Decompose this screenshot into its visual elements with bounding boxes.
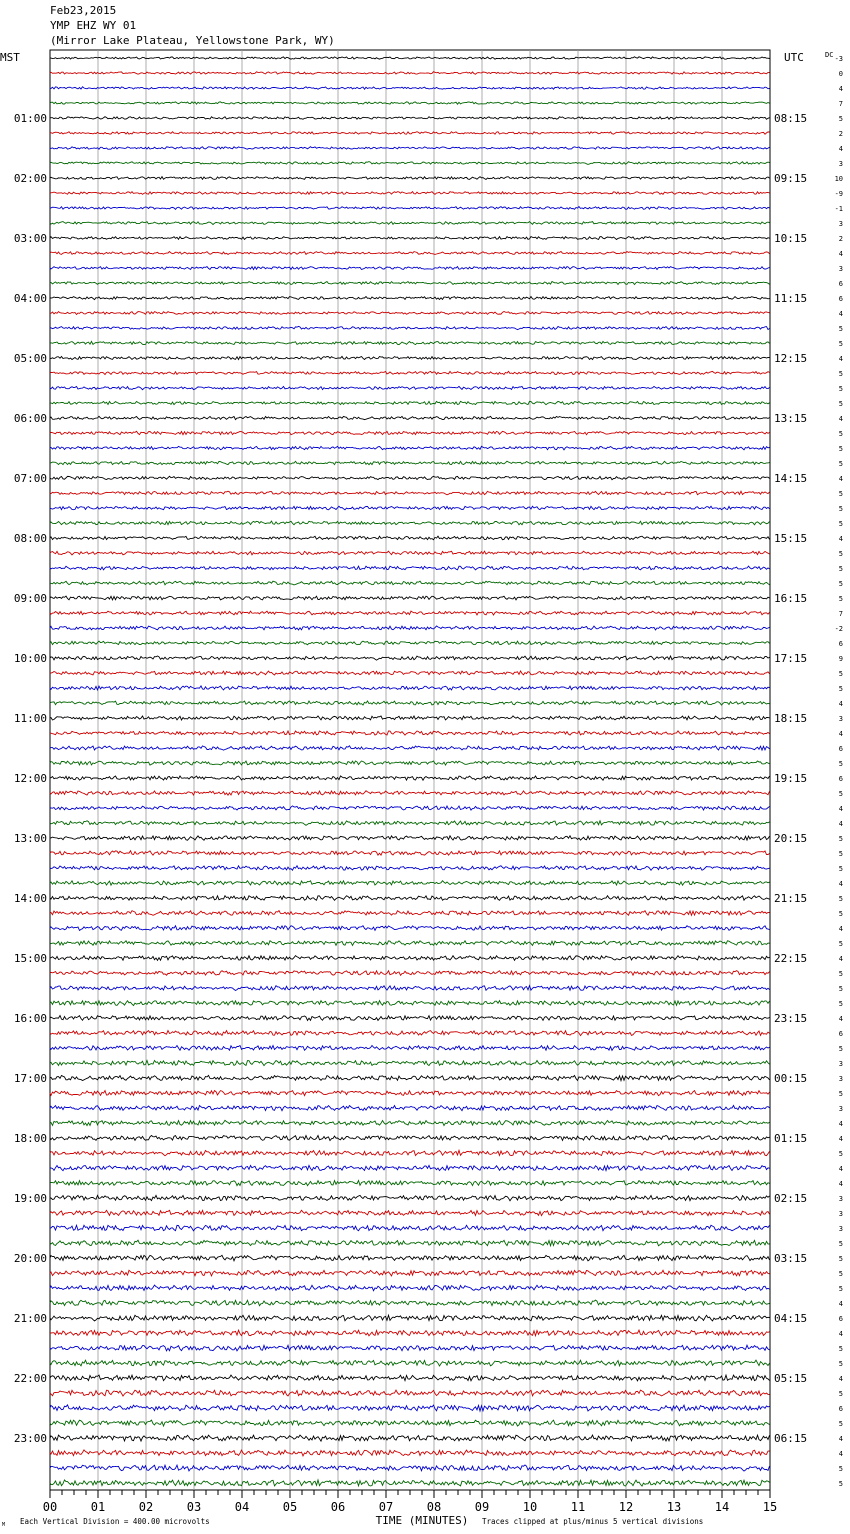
seismic-trace [50, 1465, 770, 1471]
dc-offset-value: 2 [838, 235, 843, 243]
seismic-trace [50, 1390, 770, 1396]
hour-label-left: 19:00 [13, 1192, 47, 1205]
dc-offset-value: 5 [838, 835, 843, 843]
hour-label-right: 16:15 [774, 592, 808, 605]
hour-label-right: 21:15 [774, 892, 808, 905]
seismic-trace [50, 941, 770, 946]
clip-note: Traces clipped at plus/minus 5 vertical divisions [482, 1517, 704, 1526]
seismic-trace [50, 821, 770, 826]
dc-offset-value: 5 [838, 1420, 843, 1428]
seismic-trace [50, 431, 770, 434]
dc-offset-value: -3 [834, 55, 843, 63]
dc-offset-value: 6 [838, 280, 843, 288]
seismic-trace [50, 896, 770, 901]
seismic-trace [50, 1450, 770, 1456]
dc-offset-value: 4 [838, 805, 843, 813]
dc-offset-value: 4 [838, 1165, 843, 1173]
dc-offset-value: 4 [838, 1135, 843, 1143]
seismic-trace [50, 1150, 770, 1155]
seismic-trace [50, 506, 770, 510]
dc-offset-value: 3 [838, 1060, 843, 1068]
dc-offset-value: 5 [838, 580, 843, 588]
x-tick-label: 01 [90, 1500, 106, 1514]
seismic-trace [50, 1181, 770, 1186]
seismic-trace [50, 761, 770, 765]
x-tick-label: 05 [282, 1500, 298, 1514]
dc-offset-value: 4 [838, 1015, 843, 1023]
seismic-trace [50, 1480, 770, 1486]
hour-label-right: 01:15 [774, 1132, 808, 1145]
x-tick-label: 11 [570, 1500, 586, 1514]
seismic-trace [50, 147, 770, 150]
seismic-trace [50, 1285, 770, 1291]
seismic-trace [50, 72, 770, 75]
dc-offset-value: 5 [838, 1360, 843, 1368]
seismic-trace [50, 102, 770, 104]
dc-offset-value: 4 [838, 415, 843, 423]
dc-offset-value: 4 [838, 1330, 843, 1338]
dc-offset-value: 4 [838, 145, 843, 153]
hour-label-left: 08:00 [13, 532, 47, 545]
hour-label-left: 04:00 [13, 292, 47, 305]
seismic-trace [50, 476, 770, 479]
dc-offset-value: 3 [838, 715, 843, 723]
seismic-trace [50, 866, 770, 871]
dc-offset-value: 5 [838, 1270, 843, 1278]
dc-offset-value: 5 [838, 1390, 843, 1398]
seismic-trace [50, 222, 770, 225]
seismic-trace [50, 282, 770, 285]
dc-offset-value: 5 [838, 1285, 843, 1293]
dc-offset-value: 4 [838, 1375, 843, 1383]
dc-offset-value: 4 [838, 250, 843, 258]
seismic-trace [50, 1061, 770, 1066]
dc-offset-value: 4 [838, 820, 843, 828]
hour-label-left: 17:00 [13, 1072, 47, 1085]
x-tick-label: 14 [714, 1500, 730, 1514]
seismic-trace [50, 1330, 770, 1336]
seismic-trace [50, 1360, 770, 1366]
hour-label-left: 14:00 [13, 892, 47, 905]
seismic-trace [50, 551, 770, 555]
seismic-trace [50, 1031, 770, 1036]
dc-offset-value: 5 [838, 1345, 843, 1353]
seismic-trace [50, 1300, 770, 1306]
hour-label-left: 16:00 [13, 1012, 47, 1025]
seismic-trace [50, 371, 770, 374]
hour-label-right: 02:15 [774, 1192, 808, 1205]
seismic-trace [50, 1001, 770, 1006]
seismic-trace [50, 461, 770, 465]
dc-offset-value: 5 [838, 595, 843, 603]
station-label: YMP EHZ WY 01 [50, 19, 137, 32]
dc-offset-value: 2 [838, 130, 843, 138]
hour-label-left: 03:00 [13, 232, 47, 245]
dc-offset-value: 5 [838, 760, 843, 768]
dc-offset-value: 3 [838, 1225, 843, 1233]
dc-offset-value: 5 [838, 430, 843, 438]
dc-offset-value: 4 [838, 355, 843, 363]
seismic-trace [50, 686, 770, 690]
seismic-trace [50, 312, 770, 315]
dc-offset-value: 5 [838, 970, 843, 978]
seismic-trace [50, 536, 770, 540]
dc-offset-value: 3 [838, 1075, 843, 1083]
x-tick-label: 02 [138, 1500, 154, 1514]
hour-label-right: 14:15 [774, 472, 808, 485]
seismic-trace [50, 1240, 770, 1246]
dc-offset-value: 5 [838, 385, 843, 393]
hour-label-left: 09:00 [13, 592, 47, 605]
seismic-trace [50, 566, 770, 570]
seismic-trace [50, 716, 770, 720]
dc-offset-value: 4 [838, 1300, 843, 1308]
seismic-trace [50, 626, 770, 630]
hour-label-right: 00:15 [774, 1072, 808, 1085]
dc-header-label: DC [825, 51, 834, 59]
hour-label-right: 10:15 [774, 232, 808, 245]
seismic-trace [50, 671, 770, 675]
seismic-trace [50, 296, 770, 299]
seismic-trace [50, 326, 770, 329]
scale-note: Each Vertical Division = 400.00 microvolts [20, 1517, 210, 1526]
seismic-trace [50, 1165, 770, 1170]
seismic-trace [50, 356, 770, 359]
seismic-trace [50, 132, 770, 135]
seismic-trace [50, 1075, 770, 1080]
dc-offset-value: 3 [838, 1210, 843, 1218]
seismic-trace [50, 192, 770, 195]
seismic-trace [50, 162, 770, 165]
x-tick-label: 12 [618, 1500, 634, 1514]
dc-offset-value: 5 [838, 1090, 843, 1098]
hour-label-right: 11:15 [774, 292, 808, 305]
hour-label-left: 13:00 [13, 832, 47, 845]
dc-offset-value: 5 [838, 865, 843, 873]
dc-offset-value: 5 [838, 670, 843, 678]
dc-offset-value: 4 [838, 1180, 843, 1188]
dc-offset-value: 3 [838, 1105, 843, 1113]
seismic-trace [50, 1046, 770, 1051]
seismic-trace [50, 911, 770, 916]
dc-offset-value: 4 [838, 1450, 843, 1458]
x-tick-label: 04 [234, 1500, 250, 1514]
dc-offset-value: 5 [838, 940, 843, 948]
hour-label-right: 12:15 [774, 352, 808, 365]
dc-offset-value: 5 [838, 325, 843, 333]
hour-label-right: 04:15 [774, 1312, 808, 1325]
dc-offset-value: -1 [834, 205, 843, 213]
hour-label-right: 08:15 [774, 112, 808, 125]
dc-offset-value: 5 [838, 400, 843, 408]
dc-offset-value: 5 [838, 1045, 843, 1053]
seismic-trace [50, 401, 770, 404]
seismic-trace [50, 986, 770, 991]
dc-offset-value: 5 [838, 1465, 843, 1473]
hour-label-right: 17:15 [774, 652, 808, 665]
dc-offset-value: 3 [838, 265, 843, 273]
seismic-trace [50, 611, 770, 615]
dc-offset-value: 3 [838, 1195, 843, 1203]
seismic-trace [50, 1210, 770, 1215]
dc-offset-value: 5 [838, 520, 843, 528]
dc-offset-value: 7 [838, 100, 843, 108]
dc-offset-value: 4 [838, 925, 843, 933]
seismic-trace [50, 581, 770, 585]
x-tick-label: 09 [474, 1500, 490, 1514]
corner-mark: M [2, 1522, 6, 1528]
hour-label-right: 09:15 [774, 172, 808, 185]
hour-label-right: 06:15 [774, 1432, 808, 1445]
seismic-trace [50, 956, 770, 961]
dc-offset-value: 9 [838, 655, 843, 663]
dc-offset-value: 4 [838, 700, 843, 708]
seismic-trace [50, 87, 770, 89]
x-tick-label: 00 [42, 1500, 58, 1514]
hour-label-left: 01:00 [13, 112, 47, 125]
dc-offset-value: 5 [838, 505, 843, 513]
hour-label-right: 18:15 [774, 712, 808, 725]
seismic-trace [50, 1091, 770, 1096]
seismic-trace [50, 117, 770, 120]
seismic-trace [50, 1405, 770, 1411]
dc-offset-value: 4 [838, 955, 843, 963]
seismic-trace [50, 416, 770, 419]
dc-offset-value: 6 [838, 745, 843, 753]
dc-offset-value: 5 [838, 685, 843, 693]
dc-offset-value: 5 [838, 1000, 843, 1008]
seismic-trace [50, 701, 770, 705]
hour-label-left: 07:00 [13, 472, 47, 485]
seismic-trace [50, 1106, 770, 1111]
dc-offset-value: -2 [834, 625, 843, 633]
seismic-trace [50, 1375, 770, 1381]
seismic-trace [50, 491, 770, 495]
dc-offset-value: 4 [838, 310, 843, 318]
dc-offset-value: 4 [838, 535, 843, 543]
hour-label-right: 05:15 [774, 1372, 808, 1385]
hour-label-right: 22:15 [774, 952, 808, 965]
x-tick-label: 03 [186, 1500, 202, 1514]
seismic-trace [50, 57, 770, 59]
hour-label-left: 02:00 [13, 172, 47, 185]
hour-label-left: 22:00 [13, 1372, 47, 1385]
seismic-trace [50, 1225, 770, 1231]
hour-label-left: 21:00 [13, 1312, 47, 1325]
hour-label-right: 15:15 [774, 532, 808, 545]
dc-offset-value: 7 [838, 610, 843, 618]
seismic-trace [50, 1435, 770, 1441]
hour-label-left: 06:00 [13, 412, 47, 425]
seismic-trace [50, 341, 770, 344]
dc-offset-value: 5 [838, 370, 843, 378]
dc-offset-value: -9 [834, 190, 843, 198]
hour-label-left: 20:00 [13, 1252, 47, 1265]
seismic-trace [50, 1345, 770, 1351]
seismic-trace [50, 656, 770, 660]
dc-offset-value: 5 [838, 550, 843, 558]
seismic-trace [50, 926, 770, 931]
dc-offset-value: 4 [838, 730, 843, 738]
seismic-trace [50, 267, 770, 270]
dc-offset-value: 3 [838, 160, 843, 168]
hour-label-left: 12:00 [13, 772, 47, 785]
seismic-trace [50, 521, 770, 525]
hour-label-left: 10:00 [13, 652, 47, 665]
seismic-trace [50, 776, 770, 780]
seismic-trace [50, 851, 770, 856]
seismic-trace [50, 731, 770, 735]
seismic-trace [50, 836, 770, 840]
dc-offset-value: 4 [838, 1120, 843, 1128]
dc-offset-value: 5 [838, 1150, 843, 1158]
x-tick-label: 08 [426, 1500, 442, 1514]
dc-offset-value: 6 [838, 1315, 843, 1323]
seismic-trace [50, 1120, 770, 1125]
hour-label-left: 18:00 [13, 1132, 47, 1145]
dc-offset-value: 5 [838, 460, 843, 468]
x-tick-label: 13 [666, 1500, 682, 1514]
seismic-trace [50, 791, 770, 795]
seismic-trace [50, 386, 770, 389]
dc-offset-value: 5 [838, 850, 843, 858]
hour-label-left: 11:00 [13, 712, 47, 725]
dc-offset-value: 5 [838, 895, 843, 903]
hour-label-right: 03:15 [774, 1252, 808, 1265]
dc-offset-value: 3 [838, 220, 843, 228]
seismic-trace [50, 806, 770, 810]
dc-offset-value: 4 [838, 1435, 843, 1443]
seismic-trace [50, 207, 770, 210]
dc-offset-value: 6 [838, 640, 843, 648]
dc-offset-value: 4 [838, 475, 843, 483]
seismic-trace [50, 1195, 770, 1200]
dc-offset-value: 6 [838, 1405, 843, 1413]
seismic-trace [50, 746, 770, 750]
hour-label-left: 05:00 [13, 352, 47, 365]
hour-label-left: 15:00 [13, 952, 47, 965]
x-tick-label: 06 [330, 1500, 346, 1514]
seismic-trace [50, 1420, 770, 1426]
dc-offset-value: 5 [838, 490, 843, 498]
seismic-trace [50, 1270, 770, 1276]
seismic-trace [50, 177, 770, 180]
seismic-trace [50, 881, 770, 886]
left-timezone-label: MST [0, 51, 20, 64]
seismic-trace [50, 1315, 770, 1321]
x-tick-label: 07 [378, 1500, 394, 1514]
dc-offset-value: 10 [834, 175, 843, 183]
dc-offset-value: 5 [838, 565, 843, 573]
dc-offset-value: 5 [838, 1255, 843, 1263]
seismic-trace [50, 971, 770, 976]
dc-offset-value: 5 [838, 910, 843, 918]
seismic-trace [50, 596, 770, 600]
hour-label-right: 13:15 [774, 412, 808, 425]
seismic-trace [50, 1255, 770, 1261]
hour-label-left: 23:00 [13, 1432, 47, 1445]
seismic-trace [50, 252, 770, 255]
seismic-trace [50, 641, 770, 645]
dc-offset-value: 5 [838, 115, 843, 123]
dc-offset-value: 0 [838, 70, 843, 78]
dc-offset-value: 6 [838, 775, 843, 783]
dc-offset-value: 6 [838, 1030, 843, 1038]
location-label: (Mirror Lake Plateau, Yellowstone Park, WY) [50, 34, 335, 47]
dc-offset-value: 5 [838, 790, 843, 798]
x-tick-label: 15 [762, 1500, 778, 1514]
seismic-trace [50, 237, 770, 240]
hour-label-right: 20:15 [774, 832, 808, 845]
x-axis-title: TIME (MINUTES) [375, 1514, 469, 1527]
dc-offset-value: 5 [838, 340, 843, 348]
dc-offset-value: 5 [838, 445, 843, 453]
seismic-trace [50, 1135, 770, 1140]
dc-offset-value: 5 [838, 1240, 843, 1248]
date-label: Feb23,2015 [50, 4, 117, 17]
right-timezone-label: UTC [784, 51, 804, 64]
dc-offset-value: 4 [838, 85, 843, 93]
seismic-trace [50, 1016, 770, 1021]
hour-label-right: 19:15 [774, 772, 808, 785]
dc-offset-value: 4 [838, 880, 843, 888]
dc-offset-value: 6 [838, 295, 843, 303]
hour-label-right: 23:15 [774, 1012, 808, 1025]
seismic-trace [50, 446, 770, 450]
dc-offset-value: 5 [838, 985, 843, 993]
dc-offset-value: 5 [838, 1480, 843, 1488]
x-tick-label: 10 [522, 1500, 538, 1514]
